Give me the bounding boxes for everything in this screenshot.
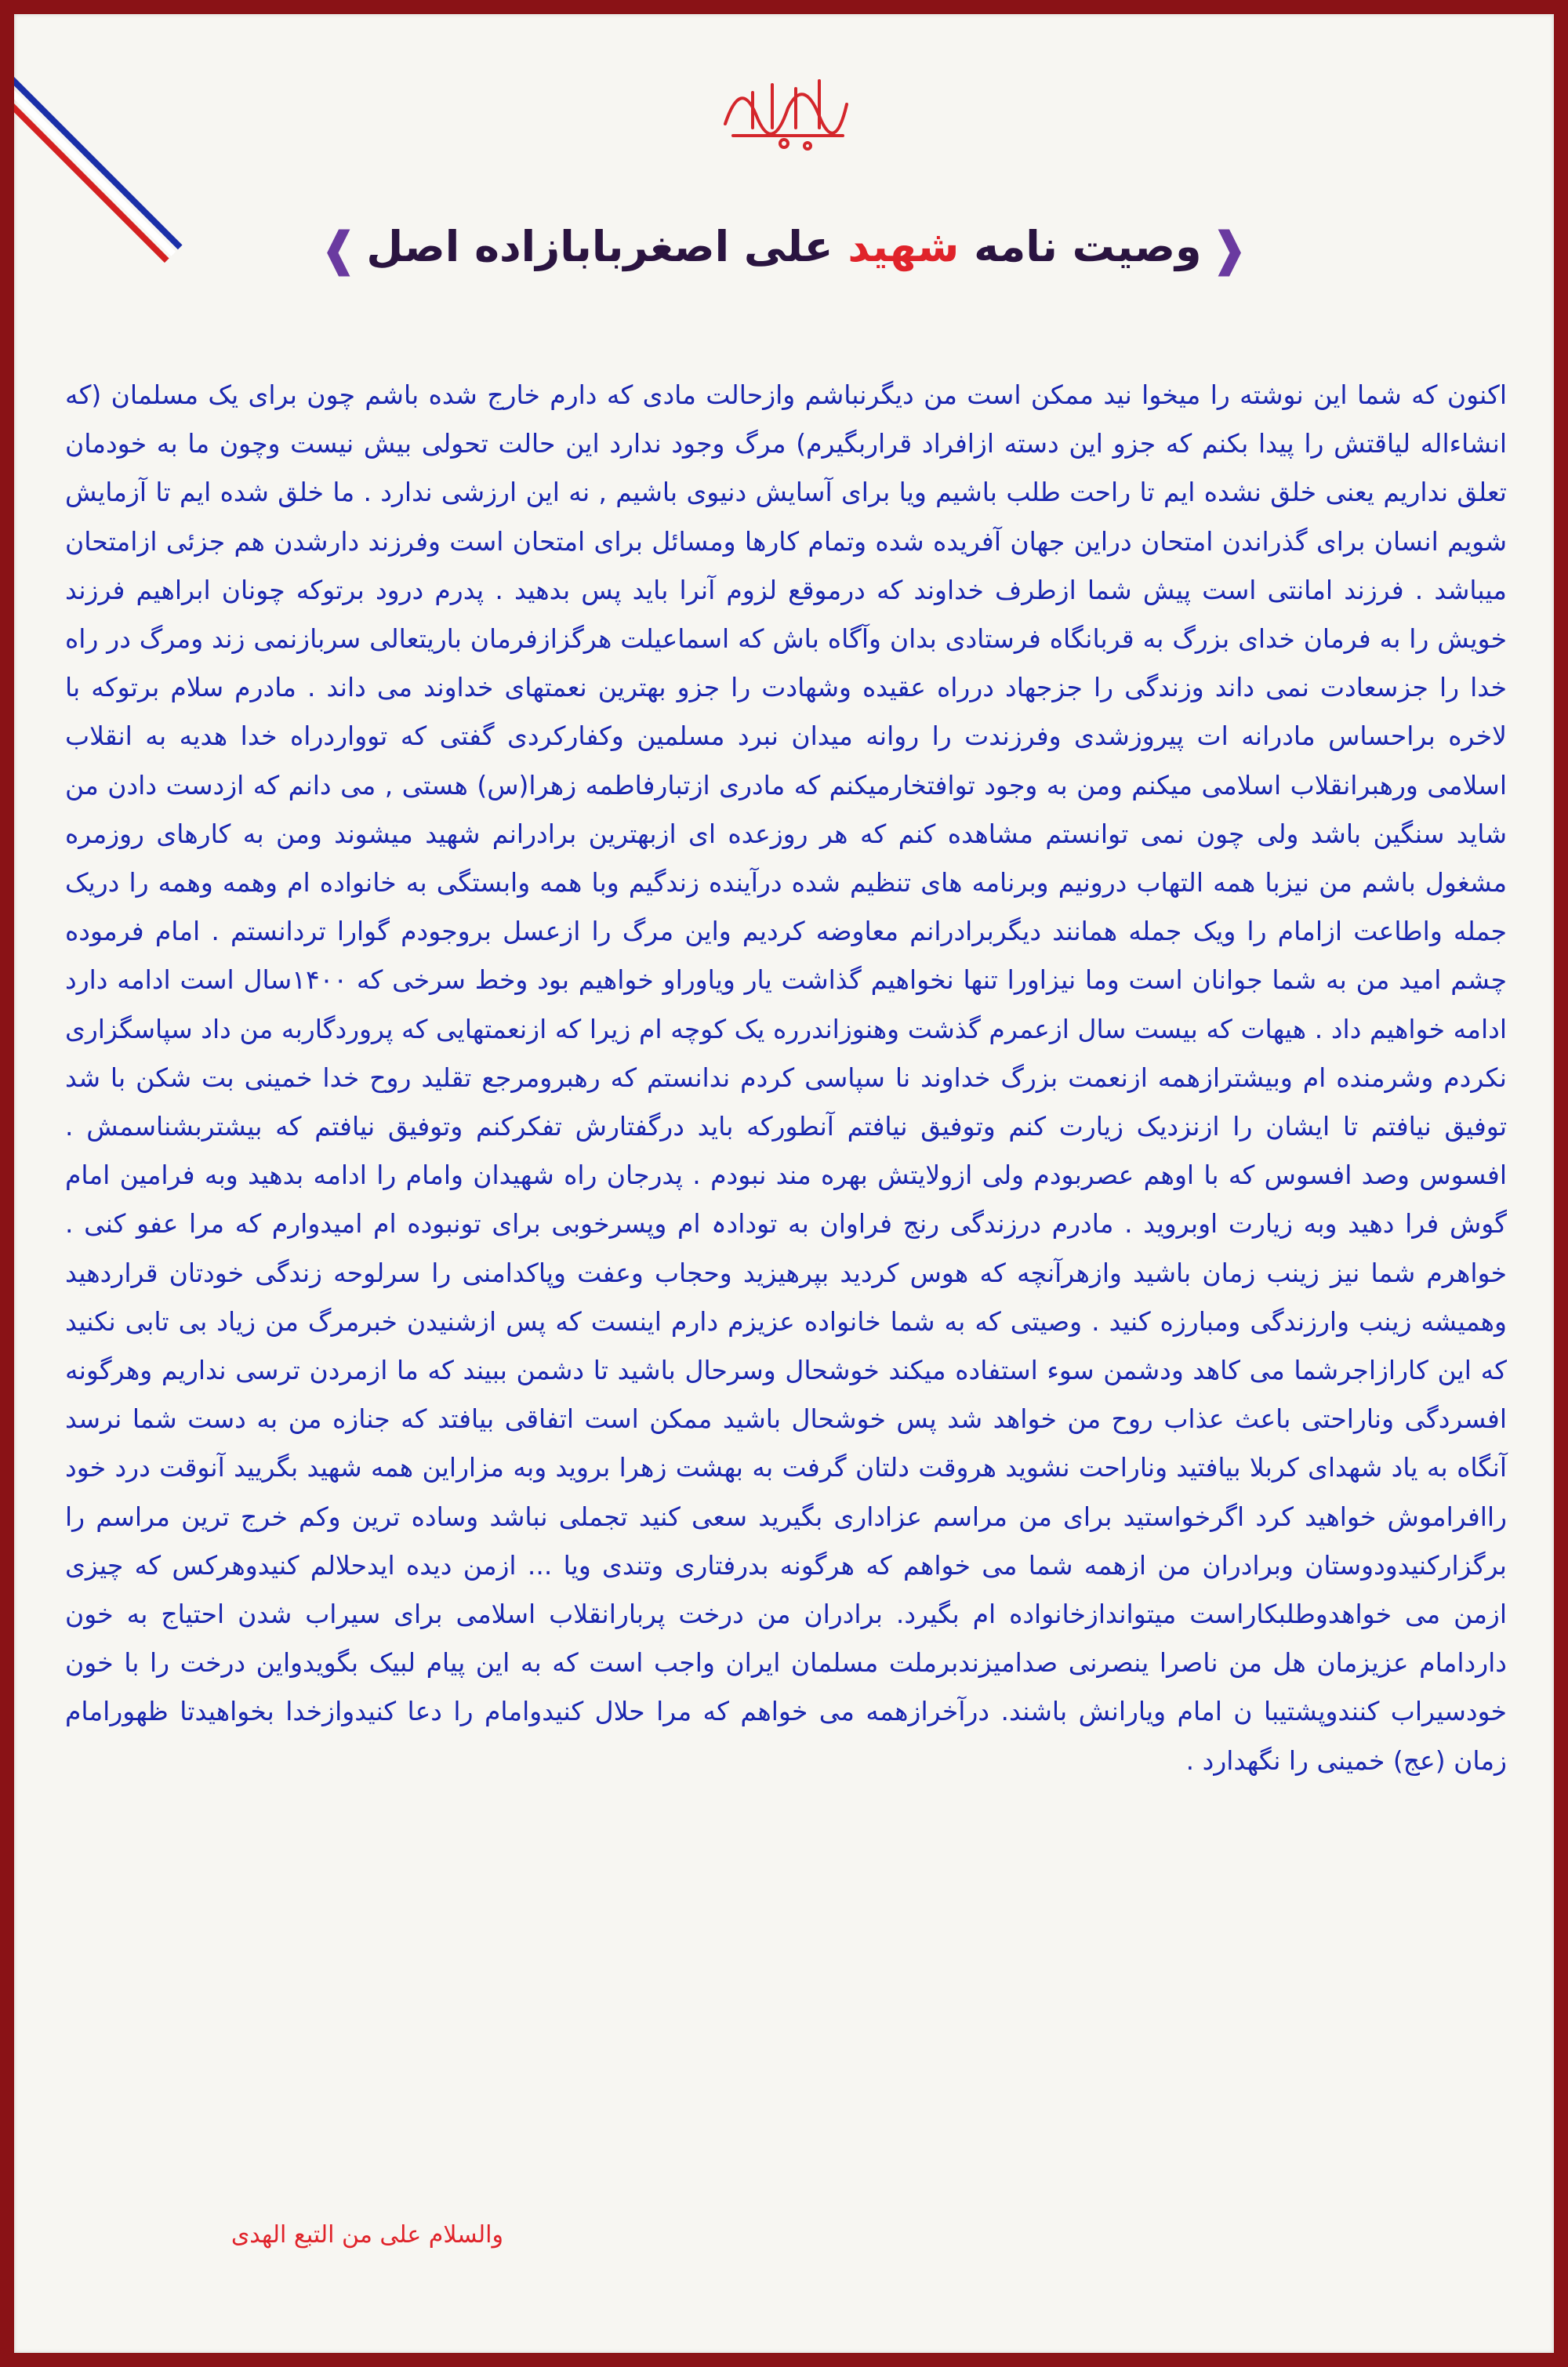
basmala-calligraphy-image	[710, 61, 858, 155]
will-body-paragraph: اکنون که شما این نوشته را میخوا نید ممکن است من دیگرنباشم وازحالت مادی که دارم خارج شده باشم چون برای یک مسلمان (که انشاءاله لیاقتش را پیدا بکنم که جزو این دسته ازافراد قراربگیرم) مرگ وجود ندارد این حالت تحولی بیش نیست وچون ما به خودمان تعلق نداریم یعنی خلق نشده ایم تا راحت طلب باشیم ویا برای آسایش دنیوی باشیم , نه این ارزشی ندارد . ما خلق شده ایم تا آزمایش شویم انسان برای گذراندن امتحان دراین جهان آفریده شده وتمام کارها ومسائل برای امتحان است وفرزند دارشدن هم جزئی ازامتحان میباشد . فرزند امانتی است پیش شما ازطرف خداوند که درموقع لزوم آنرا باید پس بدهید . پدرم درود برتوکه چونان ابراهیم فرزند خویش را به فرمان خدای بزرگ به قربانگاه فرستادی بدان وآگاه باش که اسماعیلت هرگزازفرمان باریتعالی سربازنمی زند ومرگ در راه خدا را جزسعادت نمی داند وزندگی را جزجهاد درراه عقیده وشهادت را جزو بهترین نعمتهای خداوند می داند . مادرم سلام برتوکه با لاخره براحساس مادرانه ات پیروزشدی وفرزندت را روانه میدان نبرد مسلمین وکفارکردی گفتی که توواردراه خدا هدیه به انقلاب اسلامی ورهبرانقلاب اسلامی میکنم ومن به وجود توافتخارمیکنم که مادری ازتبارفاطمه زهرا(س) هستی , می دانم که ازدست دادن من شاید سنگین باشد ولی چون نمی توانستم مشاهده کنم که هر روزعده ای ازبهترین برادرانم شهید میشوند ومن به کارهای روزمره مشغول باشم من نیزبا همه التهاب درونیم وبرنامه های تنظیم شده درآینده زندگیم وبا همه وابستگی به خانواده ام وهمه وهمه را دریک جمله واطاعت ازامام را ویک جمله همانند دیگربرادرانم معاوضه کردیم واین مرگ را ازعسل بروجودم گوارا تردانستم . امام فرموده چشم امید من به شما جوانان است وما نیزاورا تنها نخواهیم گذاشت یار ویاوراو خواهیم بود وخط سرخی که ۱۴۰۰سال است ادامه دارد ادامه خواهیم داد . هیهات که بیست سال ازعمرم گذشت وهنوزاندرره یک کوچه ام زیرا که ازنعمتهایی که پروردگاربه من داد سپاسگزاری نکردم وشرمنده ام وبیشترازهمه ازنعمت بزرگ خداوند نا سپاسی کردم ندانستم که رهبرومرجع تقلید روح خدا خمینی بت شکن با شد توفیق نیافتم تا ایشان را ازنزدیک زیارت کنم وتوفیق نیافتم آنطورکه باید درگفتارش تفکرکنم وتوفیق نیافتم که بیشتربشناسمش . افسوس وصد افسوس که با اوهم عصربودم ولی ازولایتش بهره مند نبودم . پدرجان راه شهیدان وامام را ادامه بدهید وبه فرامین امام گوش فرا دهید وبه زیارت اوبروید . مادرم درزندگی رنج فراوان به تودادہ ام وپسرخوبی برای تونبوده ام امیدوارم که مرا عفو کنی . خواهرم شما نیز زینب زمان باشید وازهرآنچه که هوس کردید بپرهیزید وحجاب وعفت وپاکدامنی را سرلوحه زندگی خودتان قراردهید وهمیشه زینب وارزندگی ومبارزه کنید . وصیتی که به شما خانواده عزیزم دارم اینست که پس ازشنیدن خبرمرگ من زیاد بی تابی نکنید که این کارازاجرشما می کاهد ودشمن سوء استفاده میکند خوشحال وسرحال باشید تا دشمن ببیند که ما ازمردن ترسی نداریم وهرگونه افسردگی وناراحتی باعث عذاب روح من خواهد شد پس خوشحال باشید ممکن است اتفاقی بیافتد که جنازه من به دست شما نرسد آنگاه به یاد شهدای کربلا بیافتید وناراحت نشوید هروقت دلتان گرفت به بهشت زهرا بروید وبه مزاراین همه شهید بگریید آنوقت درد خود راافراموش خواهید کرد اگرخواستید برای من مراسم عزاداری بگیرید سعی کنید تجملی نباشد وساده ترین وکم خرج ترین مراسم را برگزارکنیدودوستان وبرادران من ازهمه شما می خواهم که هرگونه بدرفتاری وتندی ویا ... ازمن دیده ایدحلالم کنیدوهرکس که چیزی ازمن می خواهدوطلبکاراست میتواندازخانواده ام بگیرد. برادران من درخت پربارانقلاب اسلامی برای سیراب شدن احتیاج به خون داردامام عزیزمان هل من ناصرا ینصرنی صدامیزندبرملت مسلمان ایران واجب است که به این پیام لبیک بگویدواین درخت را با خون خودسیراب کنندوپشتیبا ن امام ویارانش باشند. درآخرازهمه می خواهم که مرا حلال کنیدوامام را دعا کنیدوازخدا بخواهیدتا ظهورامام زمان (عج) خمینی را نگهدارد .	[65, 379, 1507, 1776]
title-martyr-word: شهید	[848, 222, 960, 271]
title-part-3: علی اصغربابازاده اصل	[366, 222, 848, 271]
will-body-text	[65, 371, 1507, 1785]
basmala-calligraphy	[710, 61, 858, 155]
title-part-1: وصیت نامه	[959, 222, 1202, 271]
document-paper	[14, 14, 1554, 2353]
document-title	[14, 222, 1554, 277]
title-ornament-right: ❰	[1209, 222, 1249, 278]
closing-salutation: والسلام علی من التبع الهدی	[230, 2221, 503, 2249]
title-ornament-left: ❱	[319, 222, 359, 278]
